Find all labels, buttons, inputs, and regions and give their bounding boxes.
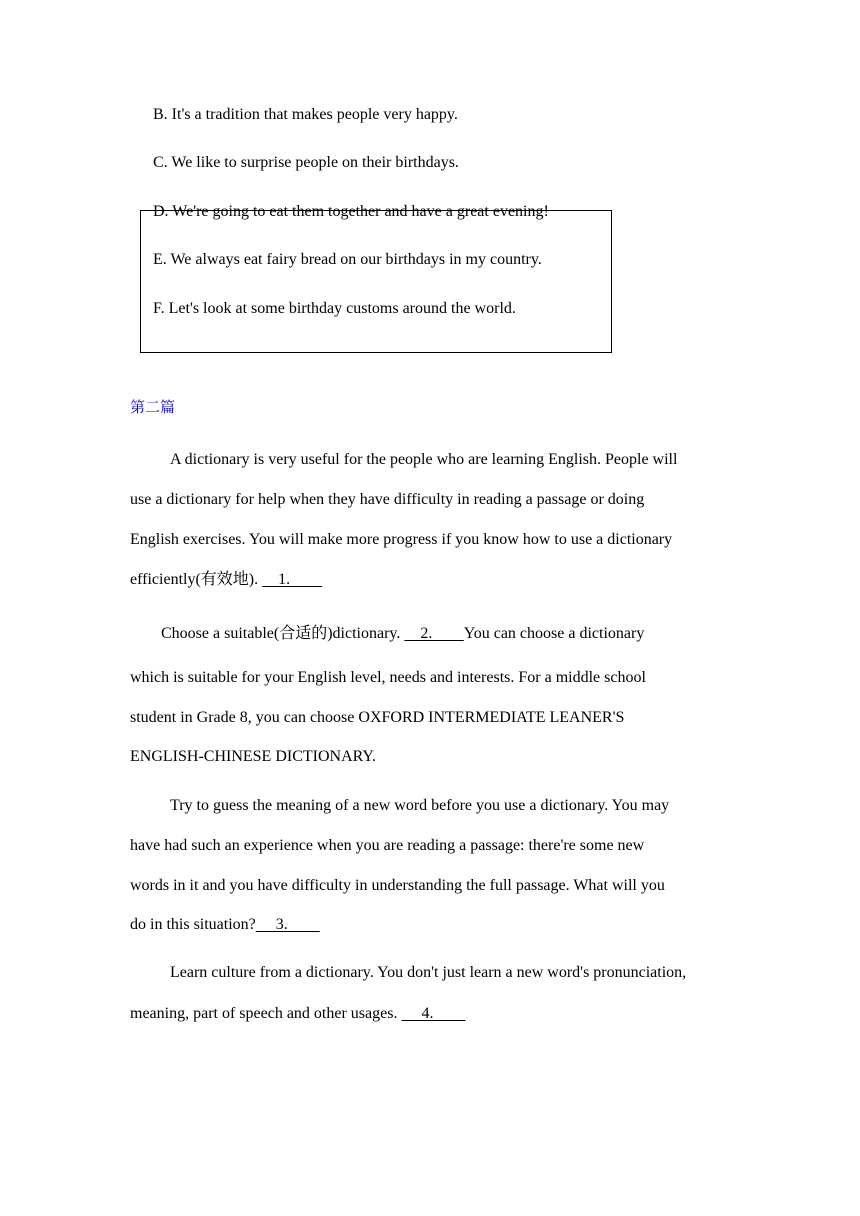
option-e: E. We always eat fairy bread on our birthdays in my country. — [153, 251, 542, 268]
blank-4: 4. — [401, 1005, 466, 1022]
p2-line3: student in Grade 8, you can choose OXFORD INTERMEDIATE LEANER'S — [130, 709, 625, 726]
p2-line1 — [161, 624, 644, 644]
p3-line4 — [130, 915, 320, 935]
p3-line2: have had such an experience when you are reading a passage: there're some new — [130, 837, 645, 854]
p1-line2: use a dictionary for help when they have difficulty in reading a passage or doing — [130, 491, 645, 508]
p3-line3: words in it and you have difficulty in understanding the full passage. What will you — [130, 877, 665, 894]
section-title: 第二篇 — [130, 398, 176, 416]
p4-line2 — [130, 1004, 465, 1024]
p2-line4: ENGLISH-CHINESE DICTIONARY. — [130, 748, 376, 765]
p3-line1: Try to guess the meaning of a new word before you use a dictionary. You may — [170, 797, 670, 814]
blank-3: 3. — [255, 916, 320, 933]
p2-line1-text: Choose a suitable(合适的)dictionary. — [161, 625, 405, 642]
options-box — [140, 210, 612, 353]
p1-line4-text: efficiently(有效地). — [130, 571, 263, 588]
blank-1: 1. — [262, 571, 323, 588]
blank-2: 2. — [404, 625, 464, 642]
option-c: C. We like to surprise people on their birthdays. — [153, 154, 459, 171]
option-f: F. Let's look at some birthday customs around the world. — [153, 300, 516, 317]
p3-line4-text: do in this situation? — [130, 916, 256, 933]
option-b: B. It's a tradition that makes people very happy. — [153, 106, 458, 123]
p2-line2: which is suitable for your English level, needs and interests. For a middle school — [130, 669, 646, 686]
p2-line1-tail: You can choose a dictionary — [463, 625, 645, 642]
p1-line4 — [130, 570, 322, 590]
p1-line1: A dictionary is very useful for the people who are learning English. People will — [170, 451, 678, 468]
option-d: D. We're going to eat them together and have a great evening! — [153, 203, 549, 220]
p1-line3: English exercises. You will make more progress if you know how to use a dictionary — [130, 531, 673, 548]
p4-line2-text: meaning, part of speech and other usages. — [130, 1005, 402, 1022]
p4-line1: Learn culture from a dictionary. You don't just learn a new word's pronunciation, — [170, 964, 687, 981]
